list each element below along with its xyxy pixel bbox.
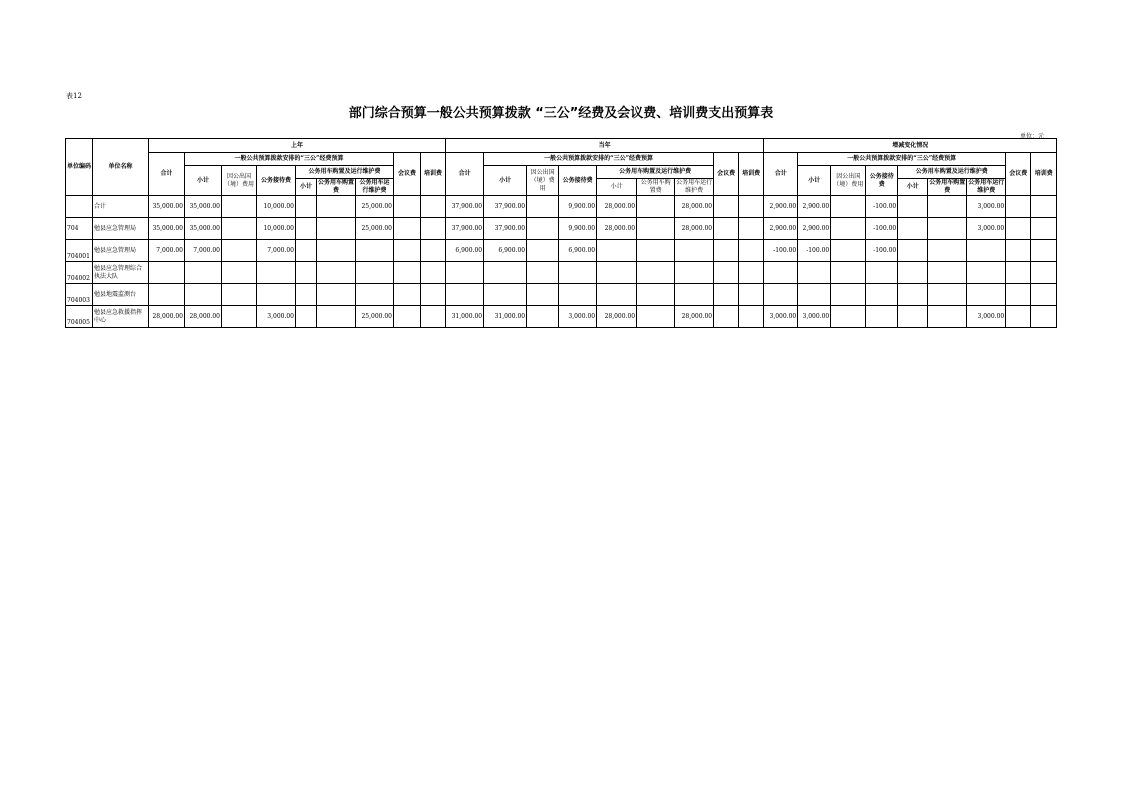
prev-meeting-cell	[394, 306, 421, 328]
diff-total-cell	[764, 262, 798, 284]
prev-meeting-cell	[394, 240, 421, 262]
curr-subtotal-cell	[484, 284, 527, 306]
row-code: 704	[66, 218, 93, 240]
diff-vehicle-operation-cell: 3,000.00	[967, 218, 1006, 240]
diff-vehicle-operation-cell: 3,000.00	[967, 306, 1006, 328]
row-name: 勉县应急管理局	[93, 240, 149, 262]
table-row	[66, 306, 1057, 328]
prev-training-cell	[421, 240, 446, 262]
diff-abroad-cell	[831, 306, 866, 328]
header-prev-vehicle-purchase: 公务用车购置费	[318, 179, 355, 194]
row-name: 合计	[93, 196, 149, 218]
curr-meeting-cell	[714, 240, 739, 262]
diff-total-cell: 2,900.00	[764, 196, 798, 218]
prev-reception-cell: 10,000.00	[257, 196, 296, 218]
diff-vehicle-purchase-cell	[928, 284, 967, 306]
diff-vehicle-subtotal-cell	[898, 196, 928, 218]
header-prev-vehicle-operation: 公务用车运行维护费	[356, 179, 394, 196]
curr-vehicle-subtotal-cell: 28,000.00	[597, 196, 637, 218]
diff-abroad-cell	[831, 196, 866, 218]
table-number: 表12	[66, 92, 82, 100]
header-curr-reception: 公务接待费	[559, 166, 597, 196]
prev-vehicle-operation-cell	[356, 262, 394, 284]
diff-training-cell	[1031, 240, 1057, 262]
curr-total-cell: 31,000.00	[446, 306, 484, 328]
row-name: 勉县应急救援指挥中心	[93, 306, 149, 328]
header-diff-vehicle-subtotal: 小计	[898, 179, 928, 196]
curr-training-cell	[739, 218, 764, 240]
prev-total-cell: 28,000.00	[149, 306, 185, 328]
unit-label: 单位：元	[1020, 133, 1045, 140]
diff-vehicle-operation-cell	[967, 284, 1006, 306]
header-name: 单位名称	[93, 139, 149, 196]
curr-reception-cell	[559, 262, 597, 284]
prev-meeting-cell	[394, 284, 421, 306]
diff-vehicle-operation-cell	[967, 262, 1006, 284]
curr-vehicle-subtotal-cell	[597, 284, 637, 306]
diff-subtotal-cell: 2,900.00	[798, 218, 831, 240]
prev-vehicle-operation-cell	[356, 240, 394, 262]
header-curr-meeting: 会议费	[714, 153, 739, 196]
diff-vehicle-purchase-cell	[928, 240, 967, 262]
prev-vehicle-purchase-cell	[317, 284, 356, 306]
prev-vehicle-subtotal-cell	[296, 284, 317, 306]
header-prev-reception: 公务接待费	[257, 166, 296, 196]
diff-abroad-cell	[831, 284, 866, 306]
curr-meeting-cell	[714, 218, 739, 240]
curr-vehicle-subtotal-cell	[597, 240, 637, 262]
curr-vehicle-purchase-cell	[637, 218, 675, 240]
diff-total-cell: 3,000.00	[764, 306, 798, 328]
diff-total-cell: 2,900.00	[764, 218, 798, 240]
curr-subtotal-cell	[484, 262, 527, 284]
curr-abroad-cell	[527, 262, 559, 284]
curr-vehicle-purchase-cell	[637, 196, 675, 218]
diff-vehicle-subtotal-cell	[898, 284, 928, 306]
curr-total-cell	[446, 262, 484, 284]
header-diff-vehicle: 公务用车购置及运行维护费	[898, 166, 1006, 179]
header-curr-vehicle-operation: 公务用车运行维护费	[676, 179, 713, 194]
diff-reception-cell: -100.00	[866, 218, 898, 240]
diff-reception-cell: -100.00	[866, 196, 898, 218]
curr-training-cell	[739, 306, 764, 328]
header-diff-meeting: 会议费	[1006, 153, 1031, 196]
prev-abroad-cell	[222, 196, 257, 218]
prev-vehicle-operation-cell: 25,000.00	[356, 306, 394, 328]
curr-reception-cell: 3,000.00	[559, 306, 597, 328]
curr-total-cell: 37,900.00	[446, 218, 484, 240]
header-prev-subtotal: 小计	[185, 166, 222, 196]
header-curr-year: 当年	[446, 139, 764, 153]
curr-vehicle-operation-cell	[675, 240, 714, 262]
diff-vehicle-subtotal-cell	[898, 306, 928, 328]
curr-vehicle-purchase-cell	[637, 284, 675, 306]
diff-vehicle-purchase-cell	[928, 306, 967, 328]
prev-vehicle-operation-cell	[356, 284, 394, 306]
page-title: 部门综合预算一般公共预算拨款 “三公”经费及会议费、培训费支出预算表	[348, 106, 774, 121]
diff-vehicle-purchase-cell	[928, 196, 967, 218]
prev-training-cell	[421, 218, 446, 240]
table-row	[66, 196, 1057, 218]
header-curr-vehicle-purchase: 公务用车购置费	[637, 179, 675, 196]
header-curr-total: 合计	[446, 153, 484, 196]
prev-reception-cell: 7,000.00	[257, 240, 296, 262]
diff-reception-cell: -100.00	[866, 240, 898, 262]
curr-meeting-cell	[714, 196, 739, 218]
curr-vehicle-operation-cell	[675, 262, 714, 284]
header-prev-meeting: 会议费	[394, 153, 421, 196]
header-code: 单位编码	[66, 139, 93, 196]
row-name: 勉县地震监测台	[93, 284, 149, 306]
curr-vehicle-operation-cell: 28,000.00	[675, 218, 714, 240]
prev-abroad-cell	[222, 240, 257, 262]
row-code: 704005	[66, 306, 93, 328]
curr-meeting-cell	[714, 284, 739, 306]
prev-abroad-cell	[222, 284, 257, 306]
curr-vehicle-subtotal-cell: 28,000.00	[597, 218, 637, 240]
prev-training-cell	[421, 284, 446, 306]
prev-meeting-cell	[394, 218, 421, 240]
diff-vehicle-operation-cell	[967, 240, 1006, 262]
curr-total-cell: 6,900.00	[446, 240, 484, 262]
header-diff-reception: 公务接待费	[866, 166, 898, 196]
prev-total-cell: 7,000.00	[149, 240, 185, 262]
header-prev-training: 培训费	[421, 153, 446, 196]
diff-abroad-cell	[831, 262, 866, 284]
prev-subtotal-cell: 28,000.00	[185, 306, 222, 328]
prev-vehicle-subtotal-cell	[296, 196, 317, 218]
diff-meeting-cell	[1006, 240, 1031, 262]
diff-training-cell	[1031, 262, 1057, 284]
header-curr-vehicle-subtotal: 小计	[597, 179, 637, 196]
row-code	[66, 196, 93, 218]
header-prev-three-public: 一般公共预算拨款安排的“三公”经费预算	[185, 153, 394, 166]
prev-meeting-cell	[394, 196, 421, 218]
row-code: 704002	[66, 262, 93, 284]
diff-meeting-cell	[1006, 284, 1031, 306]
prev-total-cell: 35,000.00	[149, 196, 185, 218]
prev-reception-cell	[257, 284, 296, 306]
header-change: 增减变化情况	[764, 139, 1057, 153]
prev-total-cell	[149, 284, 185, 306]
curr-abroad-cell	[527, 218, 559, 240]
diff-meeting-cell	[1006, 262, 1031, 284]
curr-training-cell	[739, 262, 764, 284]
diff-meeting-cell	[1006, 306, 1031, 328]
prev-vehicle-operation-cell: 25,000.00	[356, 196, 394, 218]
row-code: 704003	[66, 284, 93, 306]
header-diff-training: 培训费	[1031, 153, 1057, 196]
curr-abroad-cell	[527, 196, 559, 218]
curr-abroad-cell	[527, 284, 559, 306]
prev-abroad-cell	[222, 218, 257, 240]
curr-total-cell: 37,900.00	[446, 196, 484, 218]
diff-training-cell	[1031, 218, 1057, 240]
curr-subtotal-cell: 31,000.00	[484, 306, 527, 328]
curr-training-cell	[739, 284, 764, 306]
table-row	[66, 262, 1057, 284]
header-prev-abroad: 因公出国（境）费用	[222, 166, 257, 196]
diff-vehicle-purchase-cell	[928, 262, 967, 284]
table-row	[66, 284, 1057, 306]
diff-subtotal-cell: 3,000.00	[798, 306, 831, 328]
prev-vehicle-purchase-cell	[317, 240, 356, 262]
table-row	[66, 240, 1057, 262]
curr-meeting-cell	[714, 262, 739, 284]
curr-total-cell	[446, 284, 484, 306]
header-curr-three-public: 一般公共预算拨款安排的“三公”经费预算	[484, 153, 714, 166]
diff-subtotal-cell	[798, 284, 831, 306]
curr-vehicle-purchase-cell	[637, 306, 675, 328]
curr-vehicle-operation-cell: 28,000.00	[675, 196, 714, 218]
prev-meeting-cell	[394, 262, 421, 284]
header-diff-three-public: 一般公共预算拨款安排的“三公”经费预算	[798, 153, 1006, 166]
curr-reception-cell: 9,900.00	[559, 196, 597, 218]
header-diff-vehicle-purchase: 公务用车购置费	[929, 179, 966, 194]
diff-training-cell	[1031, 306, 1057, 328]
diff-meeting-cell	[1006, 196, 1031, 218]
row-name: 勉县应急管理综合执法大队	[93, 262, 149, 284]
curr-reception-cell	[559, 284, 597, 306]
diff-vehicle-subtotal-cell	[898, 218, 928, 240]
curr-meeting-cell	[714, 306, 739, 328]
diff-abroad-cell	[831, 218, 866, 240]
header-curr-vehicle: 公务用车购置及运行维护费	[597, 166, 714, 179]
prev-vehicle-operation-cell: 25,000.00	[356, 218, 394, 240]
header-prev-total: 合计	[149, 153, 185, 196]
prev-reception-cell: 10,000.00	[257, 218, 296, 240]
curr-vehicle-operation-cell	[675, 284, 714, 306]
prev-total-cell: 35,000.00	[149, 218, 185, 240]
prev-subtotal-cell	[185, 262, 222, 284]
prev-total-cell	[149, 262, 185, 284]
prev-subtotal-cell: 35,000.00	[185, 196, 222, 218]
header-curr-training: 培训费	[739, 153, 764, 196]
curr-subtotal-cell: 6,900.00	[484, 240, 527, 262]
prev-reception-cell	[257, 262, 296, 284]
header-curr-subtotal: 小计	[484, 166, 527, 196]
curr-subtotal-cell: 37,900.00	[484, 196, 527, 218]
diff-reception-cell	[866, 306, 898, 328]
prev-subtotal-cell: 35,000.00	[185, 218, 222, 240]
prev-vehicle-subtotal-cell	[296, 306, 317, 328]
diff-subtotal-cell	[798, 262, 831, 284]
diff-reception-cell	[866, 284, 898, 306]
prev-vehicle-subtotal-cell	[296, 218, 317, 240]
curr-vehicle-operation-cell: 28,000.00	[675, 306, 714, 328]
diff-abroad-cell	[831, 240, 866, 262]
prev-vehicle-subtotal-cell	[296, 262, 317, 284]
prev-subtotal-cell: 7,000.00	[185, 240, 222, 262]
diff-vehicle-operation-cell: 3,000.00	[967, 196, 1006, 218]
prev-vehicle-purchase-cell	[317, 196, 356, 218]
diff-vehicle-purchase-cell	[928, 218, 967, 240]
header-prev-year: 上年	[149, 139, 446, 153]
diff-vehicle-subtotal-cell	[898, 240, 928, 262]
diff-meeting-cell	[1006, 218, 1031, 240]
header-diff-total: 合计	[764, 153, 798, 196]
header-curr-abroad: 因公出国（境）费用	[527, 166, 559, 196]
prev-vehicle-purchase-cell	[317, 218, 356, 240]
curr-vehicle-subtotal-cell	[597, 262, 637, 284]
row-code: 704001	[66, 240, 93, 262]
prev-abroad-cell	[222, 262, 257, 284]
row-name: 勉县应急管理局	[93, 218, 149, 240]
curr-abroad-cell	[527, 240, 559, 262]
prev-vehicle-subtotal-cell	[296, 240, 317, 262]
curr-training-cell	[739, 196, 764, 218]
diff-subtotal-cell: -100.00	[798, 240, 831, 262]
header-prev-vehicle: 公务用车购置及运行维护费	[296, 166, 394, 179]
header-diff-subtotal: 小计	[798, 166, 831, 196]
curr-reception-cell: 6,900.00	[559, 240, 597, 262]
table-body	[66, 196, 1057, 328]
header-prev-vehicle-subtotal: 小计	[296, 179, 317, 196]
prev-training-cell	[421, 262, 446, 284]
prev-vehicle-purchase-cell	[317, 306, 356, 328]
prev-subtotal-cell	[185, 284, 222, 306]
curr-subtotal-cell: 37,900.00	[484, 218, 527, 240]
curr-vehicle-purchase-cell	[637, 262, 675, 284]
diff-subtotal-cell: 2,900.00	[798, 196, 831, 218]
budget-table	[65, 138, 1057, 328]
curr-vehicle-subtotal-cell: 28,000.00	[597, 306, 637, 328]
prev-training-cell	[421, 306, 446, 328]
diff-training-cell	[1031, 196, 1057, 218]
curr-abroad-cell	[527, 306, 559, 328]
curr-training-cell	[739, 240, 764, 262]
diff-vehicle-subtotal-cell	[898, 262, 928, 284]
curr-vehicle-purchase-cell	[637, 240, 675, 262]
diff-training-cell	[1031, 284, 1057, 306]
table-row	[66, 218, 1057, 240]
prev-abroad-cell	[222, 306, 257, 328]
prev-reception-cell: 3,000.00	[257, 306, 296, 328]
diff-reception-cell	[866, 262, 898, 284]
header-diff-vehicle-operation: 公务用车运行维护费	[968, 179, 1005, 194]
prev-vehicle-purchase-cell	[317, 262, 356, 284]
diff-total-cell: -100.00	[764, 240, 798, 262]
prev-training-cell	[421, 196, 446, 218]
curr-reception-cell: 9,900.00	[559, 218, 597, 240]
header-diff-abroad: 因公出国（境）费用	[831, 166, 866, 196]
diff-total-cell	[764, 284, 798, 306]
